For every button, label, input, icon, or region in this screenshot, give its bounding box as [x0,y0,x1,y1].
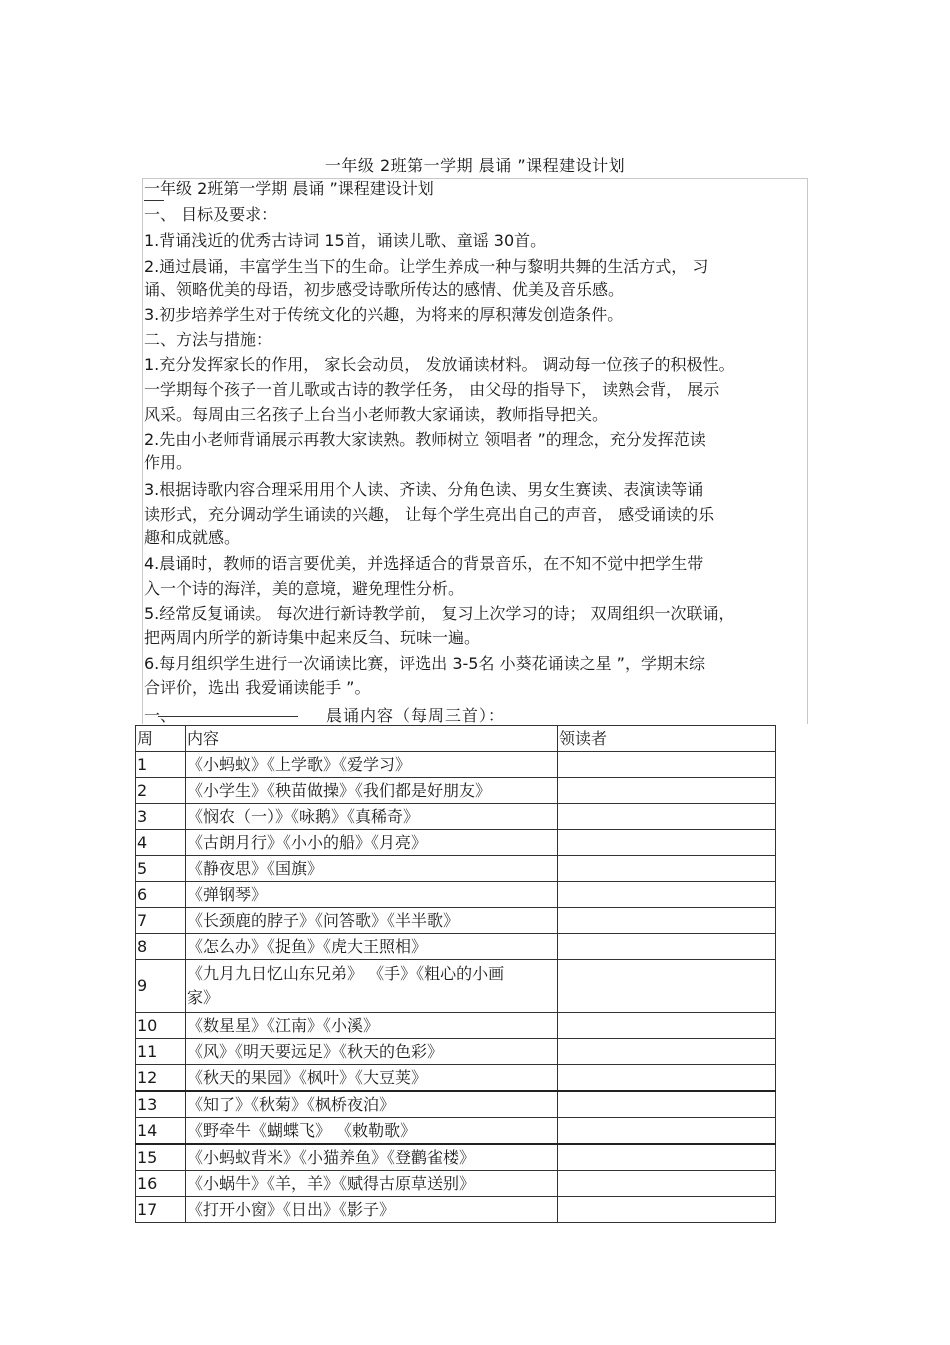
week-cell: 7 [136,908,186,934]
table-row [136,830,776,856]
leader-cell [558,1091,776,1118]
table-row [136,804,776,830]
method-line: 合评价，选出 我爱诵读能手 ”。 [144,678,371,697]
content-cell: 《小蚂蚁》《上学歌》《爱学习》 [186,752,558,778]
week-cell: 13 [136,1091,186,1118]
content-cell [186,960,558,1013]
week-cell: 14 [136,1118,186,1145]
week-cell: 8 [136,934,186,960]
method-line: 4.晨诵时，教师的语言要优美，并选择适合的背景音乐，在不知不觉中把学生带 [144,554,704,573]
week-cell: 10 [136,1013,186,1039]
method-line: 一学期每个孩子一首儿歌或古诗的教学任务， 由父母的指导下， 读熟会背， 展示 [144,380,720,399]
section1-title: 一、 目标及要求： [144,205,278,224]
table-row [136,1144,776,1171]
leader-cell [558,882,776,908]
leader-cell [558,778,776,804]
week-cell: 16 [136,1171,186,1197]
table-row [136,1013,776,1039]
table-row [136,960,776,1013]
doc-heading: 一年级 2班第一学期 晨诵 ”课程建设计划 [144,179,434,198]
leader-cell [558,908,776,934]
content-line: 《九月九日忆山东兄弟》 《手》《粗心的小画 [187,964,505,983]
table-row [136,856,776,882]
table-row [136,1171,776,1197]
table-row [136,1091,776,1118]
page-title: 一年级 2班第一学期 晨诵 ”课程建设计划 [324,156,626,175]
method-line: 把两周内所学的新诗集中起来反刍、玩味一遍。 [144,628,481,647]
table-row [136,934,776,960]
week-cell: 15 [136,1144,186,1171]
table-row [136,1118,776,1145]
week-cell: 12 [136,1065,186,1092]
content-cell: 《古朗月行》《小小的船》《月亮》 [186,830,558,856]
method-line: 风采。每周由三名孩子上台当小老师教大家诵读，教师指导把关。 [144,405,609,424]
week-cell: 3 [136,804,186,830]
content-cell: 《野牵牛《蝴蝶飞》 《敕勒歌》 [186,1118,558,1145]
header-leader: 领读者 [558,726,776,752]
method-line: 入一个诗的海洋，美的意境，避免理性分析。 [144,579,465,598]
method-line: 6.每月组织学生进行一次诵读比赛，评选出 3-5名 小葵花诵读之星 ”，学期末综 [144,654,705,673]
section3-label: 一、 [144,706,177,725]
week-cell: 5 [136,856,186,882]
heading-underline [144,200,164,201]
week-cell: 11 [136,1039,186,1065]
method-line: 趣和成就感。 [144,528,241,547]
content-cell: 《弹钢琴》 [186,882,558,908]
content-cell: 《小学生》《秧苗做操》《我们都是好朋友》 [186,778,558,804]
schedule-table [135,725,776,1223]
leader-cell [558,830,776,856]
leader-cell [558,934,776,960]
table-row [136,1197,776,1223]
table-row [136,1065,776,1092]
leader-cell [558,1197,776,1223]
table-header-row [136,726,776,752]
goal-line: 3.初步培养学生对于传统文化的兴趣，为将来的厚积薄发创造条件。 [144,305,624,324]
section2-title: 二、方法与措施： [144,330,273,349]
goal-line: 2.通过晨诵，丰富学生当下的生命。让学生养成一种与黎明共舞的生活方式， 习 [144,257,709,276]
leader-cell [558,1171,776,1197]
content-cell: 《知了》《秋菊》《枫桥夜泊》 [186,1091,558,1118]
method-line: 读形式，充分调动学生诵读的兴趣， 让每个学生亮出自己的声音， 感受诵读的乐 [144,505,715,524]
header-week: 周 [136,726,186,752]
content-cell: 《长颈鹿的脖子》《问答歌》《半半歌》 [186,908,558,934]
leader-cell [558,804,776,830]
table-row [136,908,776,934]
week-cell: 6 [136,882,186,908]
content-cell: 《静夜思》《国旗》 [186,856,558,882]
leader-cell [558,1118,776,1145]
header-content: 内容 [186,726,558,752]
content-cell: 《小蜗牛》《羊，羊》《赋得古原草送别》 [186,1171,558,1197]
content-cell: 《风》《明天要远足》《秋天的色彩》 [186,1039,558,1065]
goal-line: 1.背诵浅近的优秀古诗词 15首，诵读儿歌、童谣 30首。 [144,231,547,250]
content-line: 家》 [187,988,220,1007]
method-line: 2.先由小老师背诵展示再教大家读熟。教师树立 领唱者 ”的理念，充分发挥范读 [144,430,706,449]
week-cell: 1 [136,752,186,778]
content-cell: 《数星星》《江南》《小溪》 [186,1013,558,1039]
section3-title: 晨诵内容（每周三首）： [326,706,506,725]
content-cell: 《悯农（一）》《咏鹅》《真稀奇》 [186,804,558,830]
content-cell: 《打开小窗》《日出》《影子》 [186,1197,558,1223]
leader-cell [558,1013,776,1039]
week-cell: 2 [136,778,186,804]
goal-line: 诵、领略优美的母语，初步感受诗歌所传达的感情、优美及音乐感。 [144,280,625,299]
leader-cell [558,856,776,882]
leader-cell [558,960,776,1013]
week-cell: 9 [136,960,186,1013]
table-row [136,778,776,804]
method-line: 作用。 [144,453,193,472]
leader-cell [558,1144,776,1171]
leader-cell [558,752,776,778]
content-cell: 《小蚂蚁背米》《小猫养鱼》《登鹳雀楼》 [186,1144,558,1171]
content-cell: 《怎么办》《捉鱼》《虎大王照相》 [186,934,558,960]
method-line: 5.经常反复诵读。 每次进行新诗教学前， 复习上次学习的诗； 双周组织一次联诵， [144,604,735,623]
content-cell: 《秋天的果园》《枫叶》《大豆荚》 [186,1065,558,1092]
week-cell: 17 [136,1197,186,1223]
frame-left-border [142,178,143,724]
leader-cell [558,1039,776,1065]
week-cell: 4 [136,830,186,856]
table-row [136,882,776,908]
table-row [136,1039,776,1065]
leader-cell [558,1065,776,1092]
section3-rule [158,716,298,717]
method-line: 3.根据诗歌内容合理采用用个人读、齐读、分角色读、男女生赛读、表演读等诵 [144,480,704,499]
method-line: 1.充分发挥家长的作用， 家长会动员， 发放诵读材料。 调动每一位孩子的积极性。 [144,355,735,374]
table-row [136,752,776,778]
